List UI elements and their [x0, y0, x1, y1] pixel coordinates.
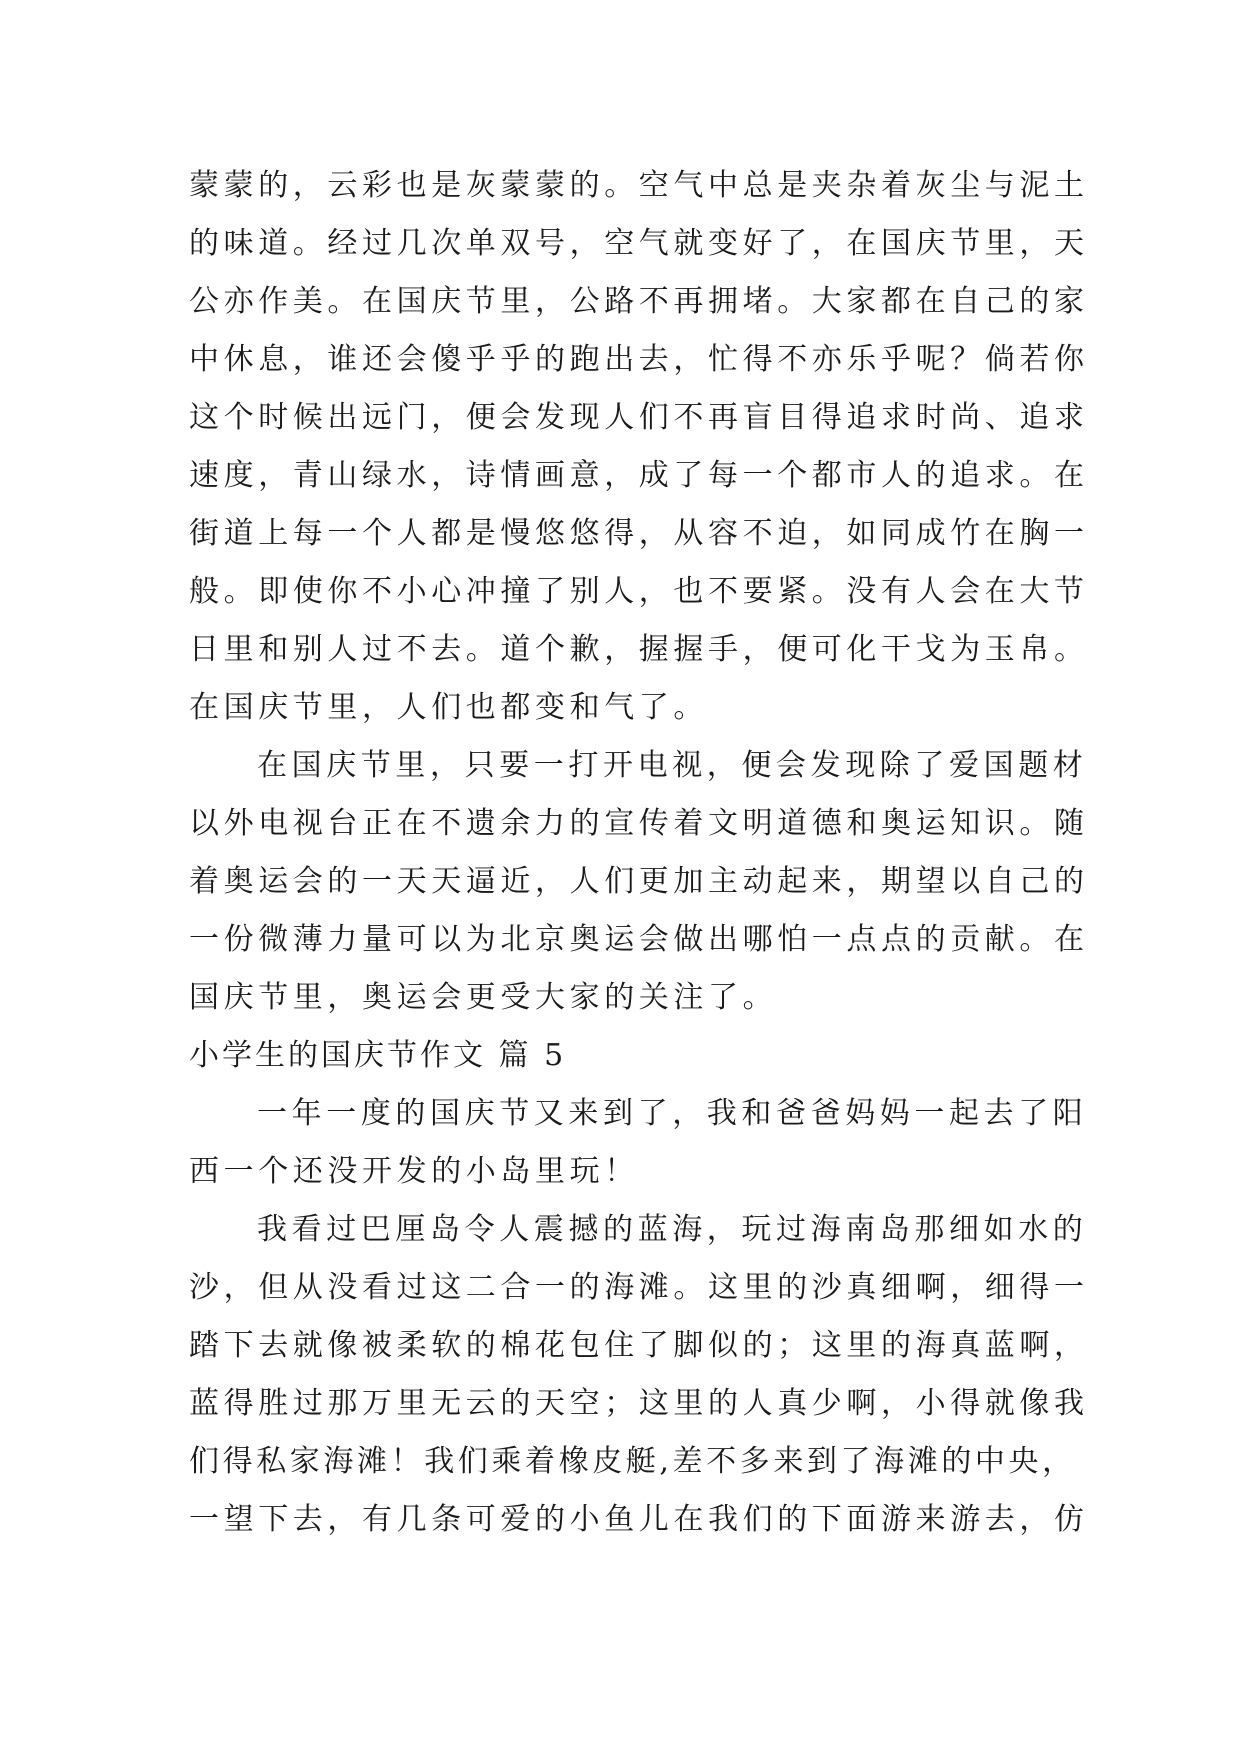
- text-line: 的味道。经过几次单双号，空气就变好了，在国庆节里，天: [189, 226, 1089, 261]
- text-line: 公亦作美。在国庆节里，公路不再拥堵。大家都在自己的家: [189, 284, 1089, 319]
- text-line: 们得私家海滩！我们乘着橡皮艇,差不多来到了海滩的中央，: [189, 1444, 1076, 1479]
- text-line: 国庆节里，奥运会更受大家的关注了。: [189, 980, 778, 1015]
- text-line: 蒙蒙的，云彩也是灰蒙蒙的。空气中总是夹杂着灰尘与泥土: [189, 168, 1089, 203]
- text-line: 中休息，谁还会傻乎乎的跑出去，忙得不亦乐乎呢？倘若你: [189, 342, 1089, 377]
- text-line: 这个时候出远门，便会发现人们不再盲目得追求时尚、追求: [189, 400, 1089, 435]
- essay-text: [189, 157, 1089, 1549]
- section-heading: 小学生的国庆节作文 篇 5: [189, 1038, 567, 1073]
- text-line: 着奥运会的一天天逼近，人们更加主动起来，期望以自己的: [189, 864, 1089, 899]
- text-line: 踏下去就像被柔软的棉花包住了脚似的；这里的海真蓝啊，: [189, 1328, 1089, 1363]
- text-line: 西一个还没开发的小岛里玩！: [189, 1154, 639, 1189]
- text-line: 街道上每一个人都是慢悠悠得，从容不迫，如同成竹在胸一: [189, 516, 1089, 551]
- paragraph-start-line: 我看过巴厘岛令人震撼的蓝海，玩过海南岛那细如水的: [257, 1212, 1088, 1247]
- text-line: 日里和别人过不去。道个歉，握握手，便可化干戈为玉帛。: [189, 632, 1089, 667]
- text-line: 一望下去，有几条可爱的小鱼儿在我们的下面游来游去，仿: [189, 1502, 1089, 1537]
- text-line: 在国庆节里，人们也都变和气了。: [189, 690, 708, 725]
- text-line: 一份微薄力量可以为北京奥运会做出哪怕一点点的贡献。在: [189, 922, 1089, 957]
- text-line: 速度，青山绿水，诗情画意，成了每一个都市人的追求。在: [189, 458, 1089, 493]
- text-line: 蓝得胜过那万里无云的天空；这里的人真少啊，小得就像我: [189, 1386, 1089, 1421]
- paragraph-start-line: 一年一度的国庆节又来到了，我和爸爸妈妈一起去了阳: [257, 1096, 1088, 1131]
- text-line: 般。即使你不小心冲撞了别人，也不要紧。没有人会在大节: [189, 574, 1089, 609]
- paragraph-start-line: 在国庆节里，只要一打开电视，便会发现除了爱国题材: [257, 748, 1088, 783]
- text-line: 沙，但从没看过这二合一的海滩。这里的沙真细啊，细得一: [189, 1270, 1089, 1305]
- text-line: 以外电视台正在不遗余力的宣传着文明道德和奥运知识。随: [189, 806, 1089, 841]
